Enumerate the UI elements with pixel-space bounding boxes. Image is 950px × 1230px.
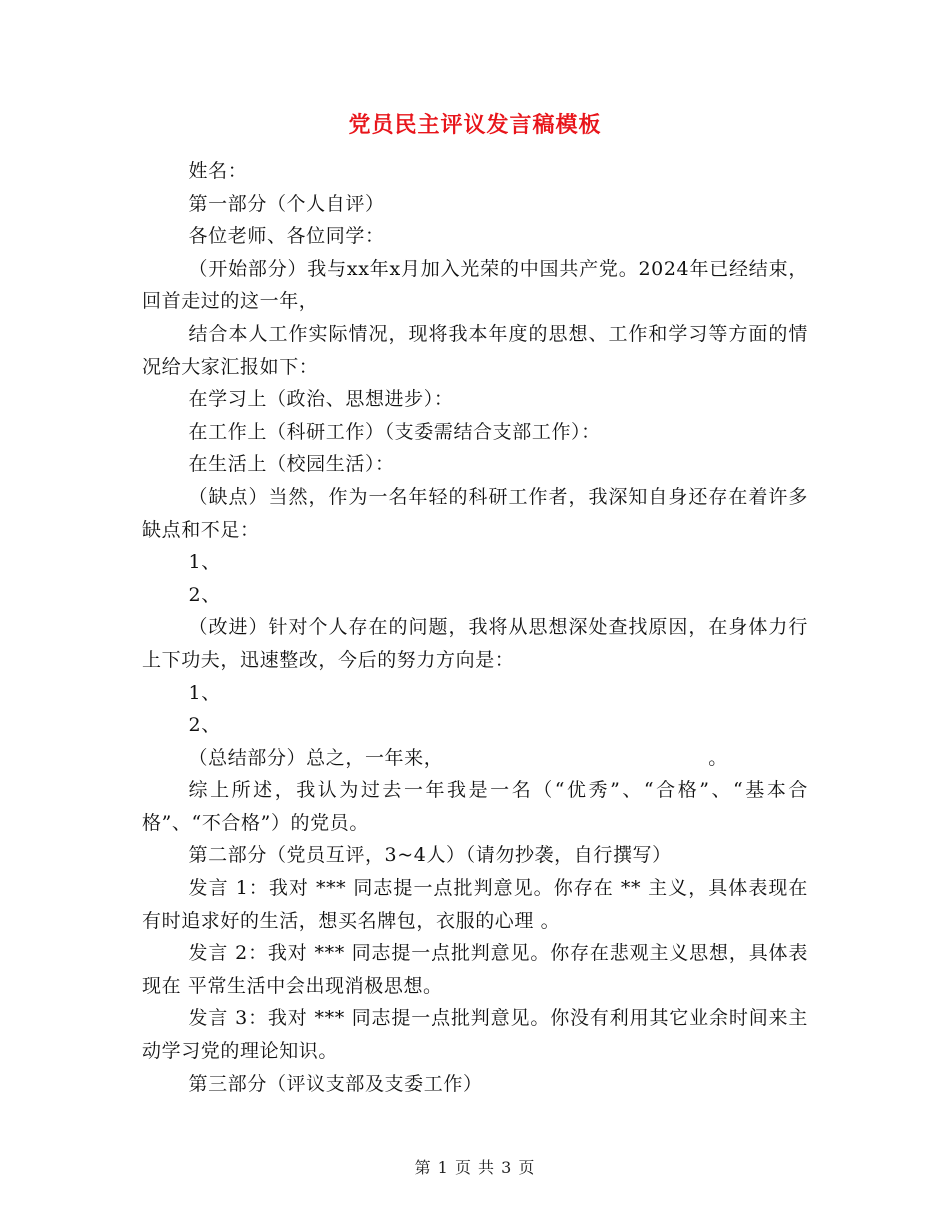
paragraph-part-three-heading: 第三部分（评议支部及支委工作）	[188, 1072, 483, 1095]
paragraph-opening: （开始部分）我与xx年x月加入光荣的中国共产党。2024年已经结束，回首走过的这一年，	[142, 257, 808, 313]
paragraph-greeting: 各位老师、各位同学：	[188, 225, 385, 248]
paragraph-name-field: 姓名：	[188, 160, 248, 182]
document-title: 党员民主评议发言稿模板	[348, 112, 602, 138]
paragraph-study: 在学习上（政治、思想进步）：	[188, 388, 454, 411]
paragraph-statement-3: 发言 3：我对 *** 同志提一点批判意见。你没有利用其它业余时间来主动学习党的理论知识。	[142, 1007, 808, 1063]
paragraph-conclusion: 综上所述，我认为过去一年我是一名（“优秀”、“合格”、“基本合格”、“不合格”）的党员。	[142, 779, 808, 834]
paragraph-report-intro: 结合本人工作实际情况，现将我本年度的思想、工作和学习等方面的情况给大家汇报如下：	[142, 322, 808, 378]
paragraph-summary: （总结部分）总之，一年来， 。	[188, 746, 728, 769]
paragraph-part-two-heading: 第二部分（党员互评，3~4人）（请勿抄袭，自行撰写）	[188, 844, 672, 867]
paragraph-statement-2: 发言 2：我对 *** 同志提一点批判意见。你存在悲观主义思想，具体表现在 平常生活中会出现消极思想。	[142, 942, 808, 997]
list-item-improvement-1: 1、	[188, 681, 221, 704]
paragraph-statement-1: 发言 1：我对 *** 同志提一点批判意见。你存在 ** 主义，具体表现在 有时追求好的生活，想买名牌包，衣服的心理 。	[142, 877, 808, 932]
document-body	[142, 155, 808, 1100]
page-number-footer: 第 1 页 共 3 页	[414, 1158, 536, 1177]
paragraph-shortcomings: （缺点）当然，作为一名年轻的科研工作者，我深知自身还存在着许多缺点和不足：	[142, 485, 808, 541]
paragraph-life: 在生活上（校园生活）：	[188, 453, 395, 476]
paragraph-work: 在工作上（科研工作）（支委需结合支部工作）：	[188, 420, 601, 443]
list-item-improvement-2: 2、	[188, 714, 221, 737]
list-item-shortcoming-1: 1、	[188, 551, 221, 574]
paragraph-improvement: （改进）针对个人存在的问题，我将从思想深处查找原因，在身体力行上下功夫，迅速整改，今后的努力方向是：	[142, 616, 808, 671]
list-item-shortcoming-2: 2、	[188, 583, 221, 606]
paragraph-part-one-heading: 第一部分（个人自评）	[188, 192, 385, 215]
